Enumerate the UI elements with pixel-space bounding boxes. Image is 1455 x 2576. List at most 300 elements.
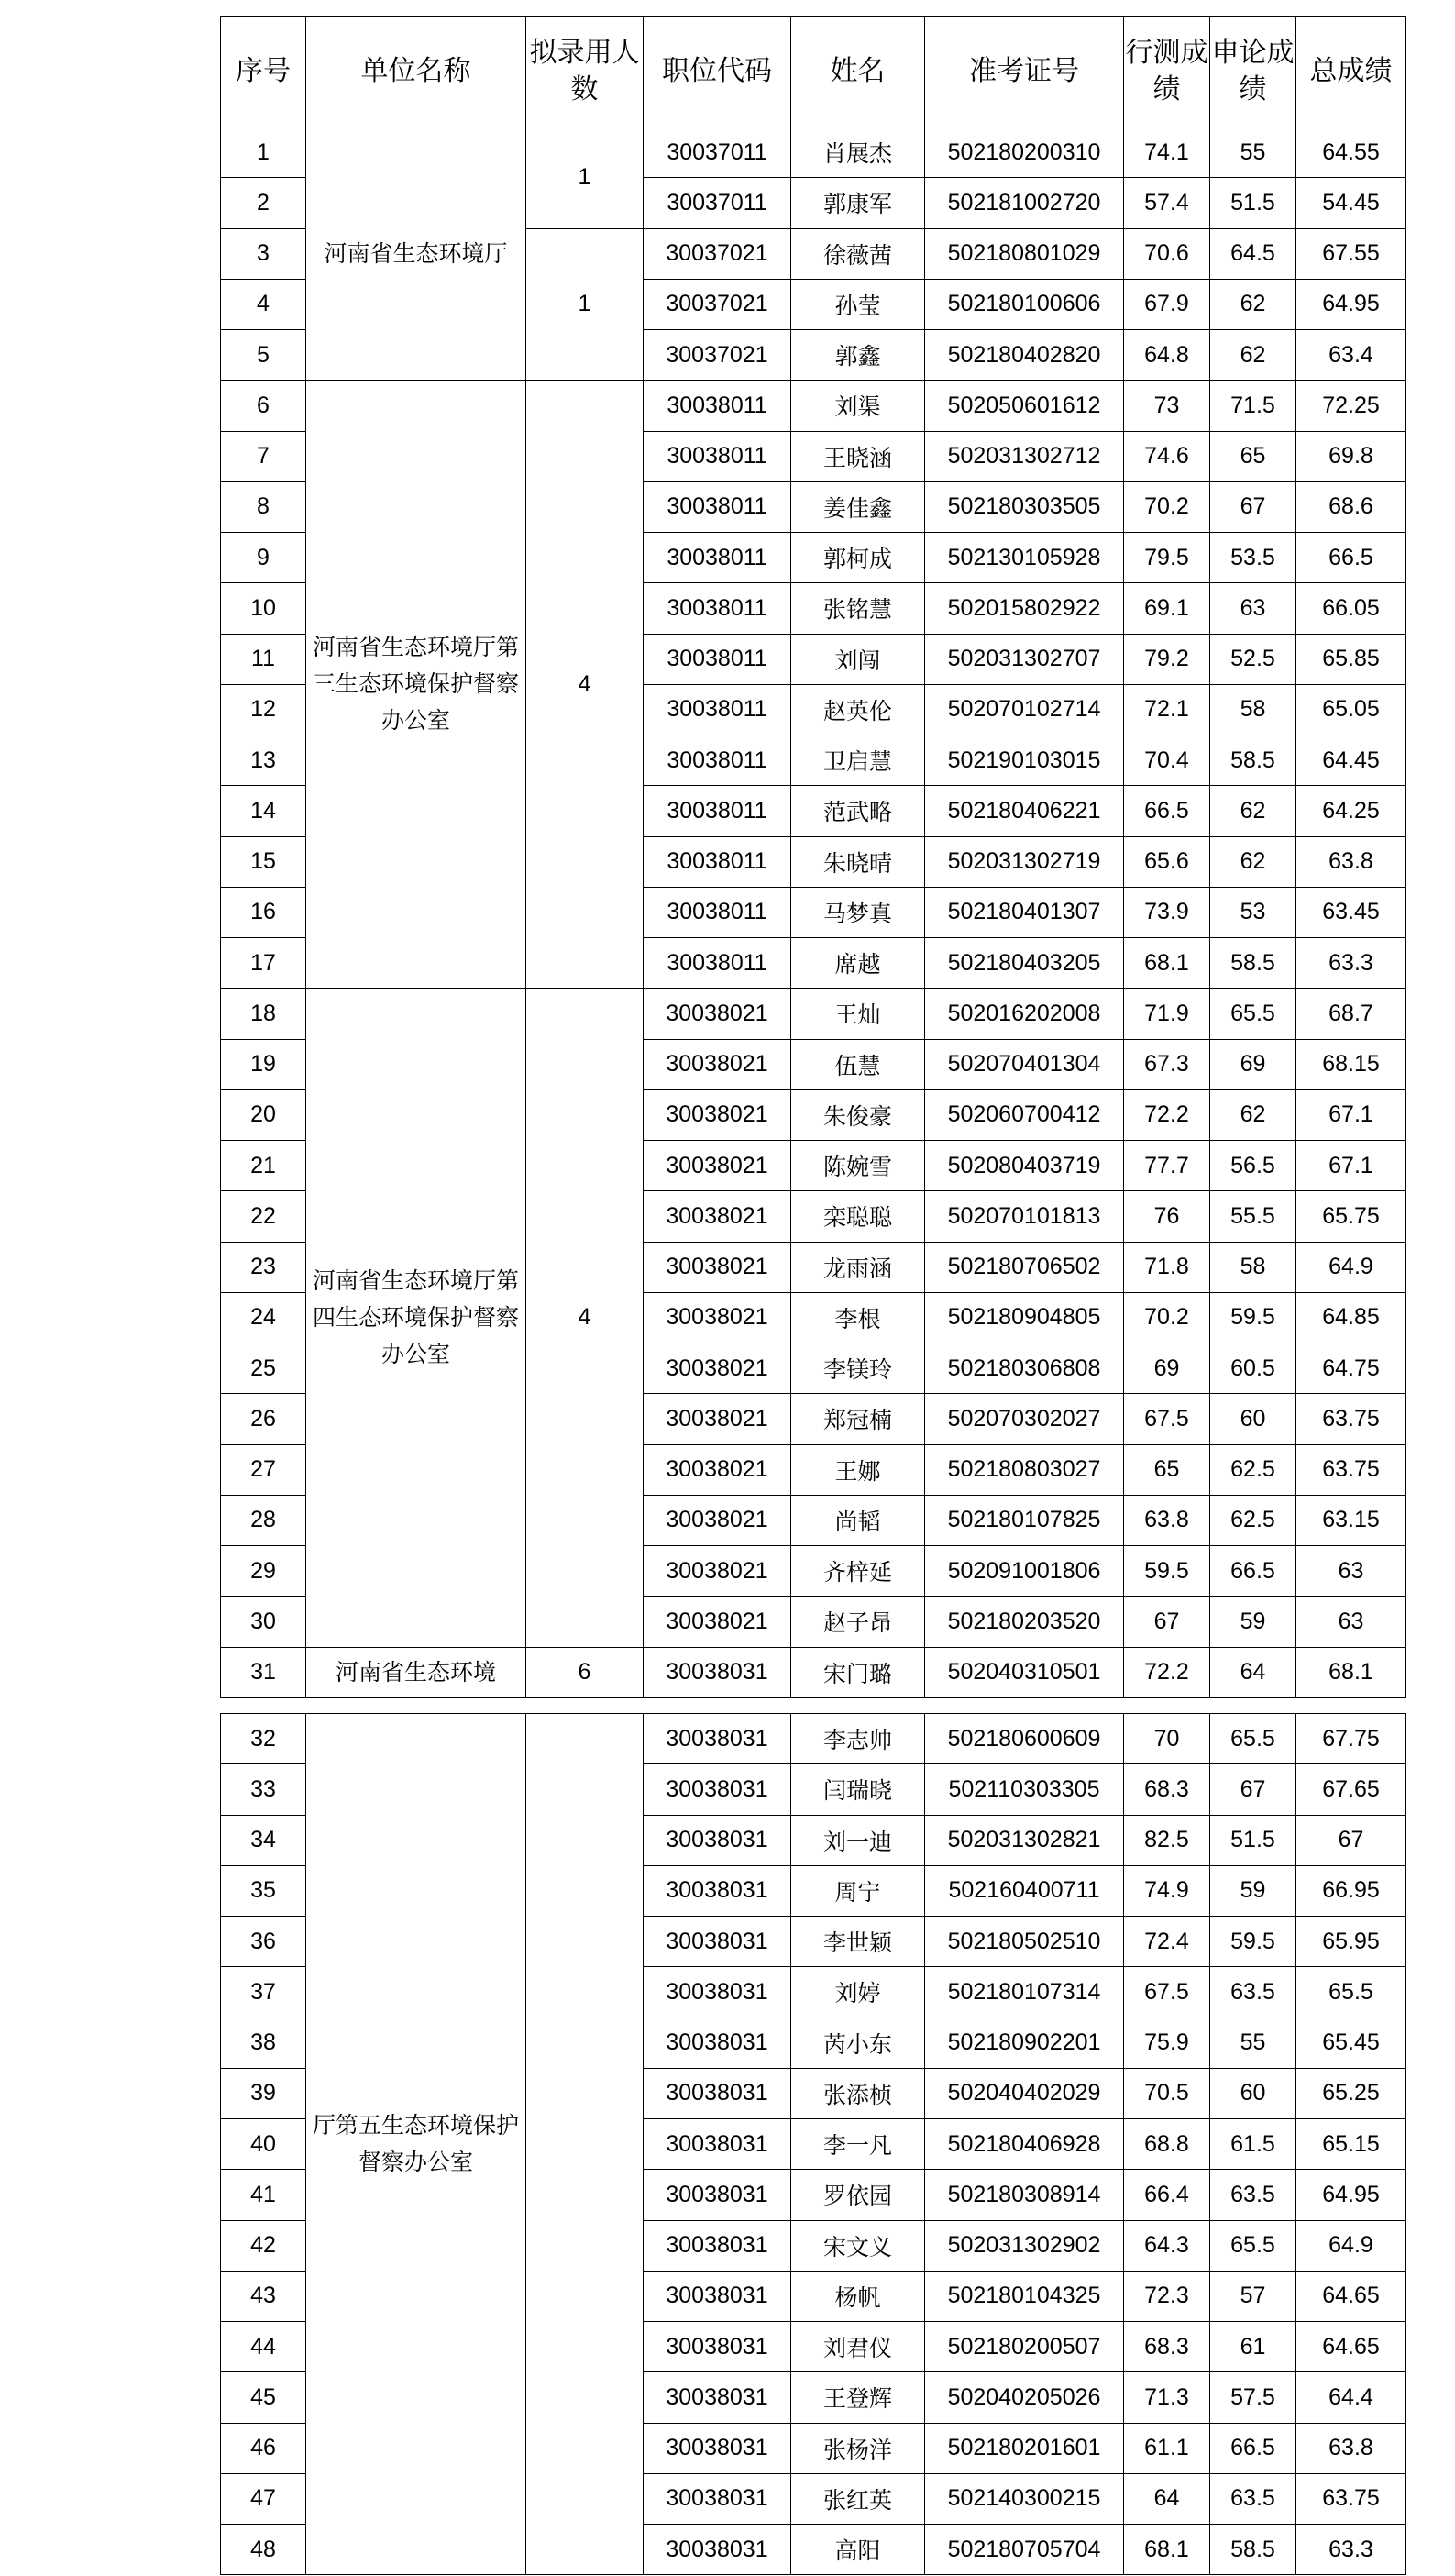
total-score: 64.9: [1296, 2220, 1406, 2271]
total-score: 65.95: [1296, 1917, 1406, 1967]
shenlun-score: 66.5: [1210, 2423, 1296, 2473]
position-code: 30037011: [644, 127, 791, 178]
position-code: 30038021: [644, 1191, 791, 1242]
total-score: 64.65: [1296, 2322, 1406, 2372]
row-seq: 27: [221, 1444, 306, 1495]
row-seq: 17: [221, 938, 306, 989]
header-ticket: 准考证号: [925, 17, 1124, 127]
position-code: 30038011: [644, 583, 791, 634]
total-score: 65.75: [1296, 1191, 1406, 1242]
position-code: 30038031: [644, 2170, 791, 2220]
total-score: 54.45: [1296, 178, 1406, 228]
shenlun-score: 66.5: [1210, 1546, 1296, 1597]
candidate-name: 高阳: [791, 2525, 925, 2575]
ticket-number: 502180107825: [925, 1495, 1124, 1545]
shenlun-score: 59: [1210, 1865, 1296, 1916]
ticket-number: 502181002720: [925, 178, 1124, 228]
xingce-score: 65: [1124, 1444, 1210, 1495]
row-seq: 38: [221, 2018, 306, 2068]
candidate-name: 姜佳鑫: [791, 481, 925, 532]
total-score: 68.7: [1296, 989, 1406, 1039]
hire-count-cell: 4: [526, 381, 644, 989]
total-score: 67.1: [1296, 1141, 1406, 1191]
shenlun-score: 61.5: [1210, 2119, 1296, 2170]
position-code: 30038031: [644, 2525, 791, 2575]
row-seq: 44: [221, 2322, 306, 2372]
total-score: 66.95: [1296, 1865, 1406, 1916]
total-score: 63.8: [1296, 836, 1406, 887]
row-seq: 37: [221, 1967, 306, 2018]
shenlun-score: 65.5: [1210, 1714, 1296, 1764]
ticket-number: 502070101813: [925, 1191, 1124, 1242]
ticket-number: 502160400711: [925, 1865, 1124, 1916]
total-score: 64.55: [1296, 127, 1406, 178]
row-seq: 40: [221, 2119, 306, 2170]
position-code: 30038021: [644, 1089, 791, 1140]
xingce-score: 64.3: [1124, 2220, 1210, 2271]
xingce-score: 66.4: [1124, 2170, 1210, 2220]
xingce-score: 71.3: [1124, 2372, 1210, 2423]
row-seq: 45: [221, 2372, 306, 2423]
candidate-name: 郭鑫: [791, 330, 925, 381]
row-seq: 36: [221, 1917, 306, 1967]
row-seq: 8: [221, 481, 306, 532]
unit-name-cell: 河南省生态环境厅: [306, 127, 526, 381]
shenlun-score: 64: [1210, 1647, 1296, 1697]
position-code: 30038011: [644, 381, 791, 431]
candidate-name: 赵子昂: [791, 1597, 925, 1647]
position-code: 30038011: [644, 887, 791, 937]
candidate-name: 李志帅: [791, 1714, 925, 1764]
shenlun-score: 63: [1210, 583, 1296, 634]
ticket-number: 502180100606: [925, 279, 1124, 329]
hire-count-cell: 1: [526, 127, 644, 229]
xingce-score: 70.6: [1124, 228, 1210, 279]
ticket-number: 502110303305: [925, 1764, 1124, 1815]
ticket-number: 502070302027: [925, 1394, 1124, 1444]
row-seq: 11: [221, 634, 306, 684]
xingce-score: 72.1: [1124, 684, 1210, 735]
row-seq: 6: [221, 381, 306, 431]
ticket-number: 502180303505: [925, 481, 1124, 532]
position-code: 30038011: [644, 431, 791, 481]
xingce-score: 70.2: [1124, 481, 1210, 532]
candidate-name: 伍慧: [791, 1039, 925, 1089]
total-score: 64.45: [1296, 735, 1406, 786]
ticket-number: 502180705704: [925, 2525, 1124, 2575]
ticket-number: 502091001806: [925, 1546, 1124, 1597]
ticket-number: 502015802922: [925, 583, 1124, 634]
total-score: 64.25: [1296, 786, 1406, 836]
xingce-score: 73: [1124, 381, 1210, 431]
candidate-name: 刘婷: [791, 1967, 925, 2018]
xingce-score: 67.9: [1124, 279, 1210, 329]
hire-count-cell: 1: [526, 228, 644, 381]
ticket-number: 502180308914: [925, 2170, 1124, 2220]
total-score: 67.75: [1296, 1714, 1406, 1764]
xingce-score: 74.6: [1124, 431, 1210, 481]
shenlun-score: 58.5: [1210, 938, 1296, 989]
candidate-name: 马梦真: [791, 887, 925, 937]
header-count: 拟录用人数: [526, 17, 644, 127]
candidate-name: 齐梓延: [791, 1546, 925, 1597]
total-score: 67: [1296, 1815, 1406, 1865]
total-score: 64.95: [1296, 2170, 1406, 2220]
total-score: 63.75: [1296, 1394, 1406, 1444]
row-seq: 32: [221, 1714, 306, 1764]
row-seq: 30: [221, 1597, 306, 1647]
candidate-name: 栾聪聪: [791, 1191, 925, 1242]
row-seq: 5: [221, 330, 306, 381]
candidate-name: 闫瑞晓: [791, 1764, 925, 1815]
candidate-name: 徐薇茜: [791, 228, 925, 279]
total-score: 66.05: [1296, 583, 1406, 634]
total-score: 67.65: [1296, 1764, 1406, 1815]
xingce-score: 70.4: [1124, 735, 1210, 786]
total-score: 63.45: [1296, 887, 1406, 937]
ticket-number: 502180107314: [925, 1967, 1124, 2018]
xingce-score: 71.8: [1124, 1242, 1210, 1292]
ticket-number: 502040310501: [925, 1647, 1124, 1697]
candidate-name: 刘渠: [791, 381, 925, 431]
candidate-name: 李根: [791, 1292, 925, 1343]
total-score: 63: [1296, 1597, 1406, 1647]
ticket-number: 502180406928: [925, 2119, 1124, 2170]
shenlun-score: 51.5: [1210, 1815, 1296, 1865]
total-score: 67.1: [1296, 1089, 1406, 1140]
total-score: 64.95: [1296, 279, 1406, 329]
hire-count-cell: 4: [526, 989, 644, 1647]
position-code: 30038031: [644, 2068, 791, 2118]
position-code: 30038021: [644, 989, 791, 1039]
row-seq: 46: [221, 2423, 306, 2473]
candidate-name: 陈婉雪: [791, 1141, 925, 1191]
xingce-score: 77.7: [1124, 1141, 1210, 1191]
xingce-score: 70.5: [1124, 2068, 1210, 2118]
candidate-name: 罗依园: [791, 2170, 925, 2220]
row-seq: 47: [221, 2473, 306, 2524]
ticket-number: 502031302707: [925, 634, 1124, 684]
xingce-score: 68.1: [1124, 2525, 1210, 2575]
row-seq: 2: [221, 178, 306, 228]
candidate-name: 王灿: [791, 989, 925, 1039]
shenlun-score: 58: [1210, 684, 1296, 735]
total-score: 65.15: [1296, 2119, 1406, 2170]
row-seq: 12: [221, 684, 306, 735]
candidate-name: 李一凡: [791, 2119, 925, 2170]
row-seq: 42: [221, 2220, 306, 2271]
candidate-name: 宋门璐: [791, 1647, 925, 1697]
shenlun-score: 61: [1210, 2322, 1296, 2372]
total-score: 63: [1296, 1546, 1406, 1597]
shenlun-score: 65: [1210, 431, 1296, 481]
candidate-name: 孙莹: [791, 279, 925, 329]
header-seq: 序号: [221, 17, 306, 127]
position-code: 30037011: [644, 178, 791, 228]
row-seq: 18: [221, 989, 306, 1039]
row-seq: 35: [221, 1865, 306, 1916]
total-score: 67.55: [1296, 228, 1406, 279]
ticket-number: 502016202008: [925, 989, 1124, 1039]
candidate-name: 龙雨涵: [791, 1242, 925, 1292]
shenlun-score: 58.5: [1210, 2525, 1296, 2575]
ticket-number: 502180502510: [925, 1917, 1124, 1967]
position-code: 30038021: [644, 1597, 791, 1647]
ticket-number: 502180401307: [925, 887, 1124, 937]
row-seq: 28: [221, 1495, 306, 1545]
table-row: [221, 127, 1406, 178]
candidate-name: 王晓涵: [791, 431, 925, 481]
position-code: 30038031: [644, 2372, 791, 2423]
row-seq: 1: [221, 127, 306, 178]
xingce-score: 69: [1124, 1343, 1210, 1394]
xingce-score: 65.6: [1124, 836, 1210, 887]
candidate-name: 王娜: [791, 1444, 925, 1495]
xingce-score: 72.3: [1124, 2271, 1210, 2321]
shenlun-score: 55: [1210, 2018, 1296, 2068]
ticket-number: 502190103015: [925, 735, 1124, 786]
xingce-score: 74.9: [1124, 1865, 1210, 1916]
shenlun-score: 59.5: [1210, 1917, 1296, 1967]
xingce-score: 63.8: [1124, 1495, 1210, 1545]
ticket-number: 502040402029: [925, 2068, 1124, 2118]
position-code: 30038031: [644, 2322, 791, 2372]
total-score: 64.75: [1296, 1343, 1406, 1394]
xingce-score: 68.1: [1124, 938, 1210, 989]
ticket-number: 502180801029: [925, 228, 1124, 279]
ticket-number: 502180201601: [925, 2423, 1124, 2473]
candidate-name: 周宁: [791, 1865, 925, 1916]
total-score: 64.9: [1296, 1242, 1406, 1292]
ticket-number: 502031302902: [925, 2220, 1124, 2271]
row-seq: 31: [221, 1647, 306, 1697]
candidate-name: 芮小东: [791, 2018, 925, 2068]
xingce-score: 68.3: [1124, 2322, 1210, 2372]
position-code: 30038011: [644, 735, 791, 786]
ticket-number: 502180902201: [925, 2018, 1124, 2068]
position-code: 30038031: [644, 2473, 791, 2524]
position-code: 30038031: [644, 2423, 791, 2473]
table-row: [221, 989, 1406, 1039]
ticket-number: 502180200310: [925, 127, 1124, 178]
row-seq: 33: [221, 1764, 306, 1815]
xingce-score: 76: [1124, 1191, 1210, 1242]
shenlun-score: 60.5: [1210, 1343, 1296, 1394]
row-seq: 19: [221, 1039, 306, 1089]
shenlun-score: 55: [1210, 127, 1296, 178]
row-seq: 4: [221, 279, 306, 329]
xingce-score: 72.2: [1124, 1089, 1210, 1140]
row-seq: 7: [221, 431, 306, 481]
xingce-score: 72.2: [1124, 1647, 1210, 1697]
header-shenlun: 申论成绩: [1210, 17, 1296, 127]
shenlun-score: 60: [1210, 1394, 1296, 1444]
score-table-page-2: [220, 1713, 1406, 2575]
shenlun-score: 63.5: [1210, 2170, 1296, 2220]
shenlun-score: 69: [1210, 1039, 1296, 1089]
shenlun-score: 62.5: [1210, 1495, 1296, 1545]
candidate-name: 郭柯成: [791, 533, 925, 583]
total-score: 64.4: [1296, 2372, 1406, 2423]
row-seq: 10: [221, 583, 306, 634]
candidate-name: 宋文义: [791, 2220, 925, 2271]
row-seq: 22: [221, 1191, 306, 1242]
unit-name-cell: 厅第五生态环境保护督察办公室: [306, 1714, 526, 2575]
xingce-score: 57.4: [1124, 178, 1210, 228]
candidate-name: 范武略: [791, 786, 925, 836]
unit-name-cell: 河南省生态环境厅第三生态环境保护督察办公室: [306, 381, 526, 989]
position-code: 30038011: [644, 786, 791, 836]
candidate-name: 尚韬: [791, 1495, 925, 1545]
position-code: 30038021: [644, 1242, 791, 1292]
hire-count-cell: [526, 1714, 644, 2575]
table-row: [221, 381, 1406, 431]
ticket-number: 502180306808: [925, 1343, 1124, 1394]
total-score: 72.25: [1296, 381, 1406, 431]
position-code: 30038031: [644, 2220, 791, 2271]
row-seq: 16: [221, 887, 306, 937]
total-score: 65.5: [1296, 1967, 1406, 2018]
ticket-number: 502080403719: [925, 1141, 1124, 1191]
total-score: 65.85: [1296, 634, 1406, 684]
xingce-score: 82.5: [1124, 1815, 1210, 1865]
shenlun-score: 56.5: [1210, 1141, 1296, 1191]
xingce-score: 64.8: [1124, 330, 1210, 381]
shenlun-score: 67: [1210, 1764, 1296, 1815]
row-seq: 15: [221, 836, 306, 887]
row-seq: 26: [221, 1394, 306, 1444]
xingce-score: 68.8: [1124, 2119, 1210, 2170]
ticket-number: 502031302821: [925, 1815, 1124, 1865]
candidate-name: 郭康军: [791, 178, 925, 228]
position-code: 30038031: [644, 1865, 791, 1916]
shenlun-score: 52.5: [1210, 634, 1296, 684]
shenlun-score: 64.5: [1210, 228, 1296, 279]
header-xingce: 行测成绩: [1124, 17, 1210, 127]
xingce-score: 73.9: [1124, 887, 1210, 937]
shenlun-score: 53: [1210, 887, 1296, 937]
row-seq: 29: [221, 1546, 306, 1597]
shenlun-score: 62.5: [1210, 1444, 1296, 1495]
candidate-name: 朱晓晴: [791, 836, 925, 887]
total-score: 68.6: [1296, 481, 1406, 532]
total-score: 64.65: [1296, 2271, 1406, 2321]
ticket-number: 502180403205: [925, 938, 1124, 989]
header-unit: 单位名称: [306, 17, 526, 127]
candidate-name: 赵英伦: [791, 684, 925, 735]
total-score: 65.45: [1296, 2018, 1406, 2068]
shenlun-score: 63.5: [1210, 2473, 1296, 2524]
row-seq: 25: [221, 1343, 306, 1394]
row-seq: 3: [221, 228, 306, 279]
candidate-name: 朱俊豪: [791, 1089, 925, 1140]
ticket-number: 502180203520: [925, 1597, 1124, 1647]
total-score: 63.8: [1296, 2423, 1406, 2473]
header-name: 姓名: [791, 17, 925, 127]
ticket-number: 502130105928: [925, 533, 1124, 583]
ticket-number: 502180406221: [925, 786, 1124, 836]
row-seq: 14: [221, 786, 306, 836]
candidate-name: 刘君仪: [791, 2322, 925, 2372]
ticket-number: 502060700412: [925, 1089, 1124, 1140]
row-seq: 41: [221, 2170, 306, 2220]
unit-name-cell: 河南省生态环境: [306, 1647, 526, 1697]
xingce-score: 68.3: [1124, 1764, 1210, 1815]
row-seq: 13: [221, 735, 306, 786]
ticket-number: 502180803027: [925, 1444, 1124, 1495]
position-code: 30037021: [644, 330, 791, 381]
candidate-name: 杨帆: [791, 2271, 925, 2321]
ticket-number: 502050601612: [925, 381, 1124, 431]
row-seq: 43: [221, 2271, 306, 2321]
shenlun-score: 59: [1210, 1597, 1296, 1647]
candidate-name: 郑冠楠: [791, 1394, 925, 1444]
ticket-number: 502140300215: [925, 2473, 1124, 2524]
total-score: 69.8: [1296, 431, 1406, 481]
position-code: 30038011: [644, 481, 791, 532]
shenlun-score: 62: [1210, 1089, 1296, 1140]
position-code: 30038031: [644, 2271, 791, 2321]
shenlun-score: 65.5: [1210, 989, 1296, 1039]
position-code: 30038021: [644, 1039, 791, 1089]
candidate-name: 李世颖: [791, 1917, 925, 1967]
shenlun-score: 65.5: [1210, 2220, 1296, 2271]
total-score: 63.4: [1296, 330, 1406, 381]
candidate-name: 王登辉: [791, 2372, 925, 2423]
position-code: 30038011: [644, 533, 791, 583]
xingce-score: 79.2: [1124, 634, 1210, 684]
row-seq: 21: [221, 1141, 306, 1191]
xingce-score: 71.9: [1124, 989, 1210, 1039]
shenlun-score: 62: [1210, 786, 1296, 836]
total-score: 63.75: [1296, 1444, 1406, 1495]
xingce-score: 67.3: [1124, 1039, 1210, 1089]
xingce-score: 64: [1124, 2473, 1210, 2524]
position-code: 30037021: [644, 228, 791, 279]
candidate-name: 张红英: [791, 2473, 925, 2524]
hire-count-cell: 6: [526, 1647, 644, 1697]
row-seq: 20: [221, 1089, 306, 1140]
shenlun-score: 67: [1210, 481, 1296, 532]
ticket-number: 502031302712: [925, 431, 1124, 481]
ticket-number: 502070401304: [925, 1039, 1124, 1089]
xingce-score: 74.1: [1124, 127, 1210, 178]
total-score: 64.85: [1296, 1292, 1406, 1343]
shenlun-score: 62: [1210, 836, 1296, 887]
total-score: 65.25: [1296, 2068, 1406, 2118]
xingce-score: 67: [1124, 1597, 1210, 1647]
table-row: [221, 1714, 1406, 1764]
ticket-number: 502031302719: [925, 836, 1124, 887]
position-code: 30038021: [644, 1394, 791, 1444]
candidate-name: 刘闯: [791, 634, 925, 684]
total-score: 65.05: [1296, 684, 1406, 735]
total-score: 63.15: [1296, 1495, 1406, 1545]
ticket-number: 502180706502: [925, 1242, 1124, 1292]
total-score: 68.15: [1296, 1039, 1406, 1089]
candidate-name: 李镁玲: [791, 1343, 925, 1394]
total-score: 63.3: [1296, 2525, 1406, 2575]
position-code: 30038011: [644, 836, 791, 887]
xingce-score: 67.5: [1124, 1967, 1210, 2018]
header-code: 职位代码: [644, 17, 791, 127]
header-total: 总成绩: [1296, 17, 1406, 127]
xingce-score: 61.1: [1124, 2423, 1210, 2473]
total-score: 68.1: [1296, 1647, 1406, 1697]
position-code: 30038021: [644, 1546, 791, 1597]
shenlun-score: 58.5: [1210, 735, 1296, 786]
position-code: 30038031: [644, 1967, 791, 2018]
